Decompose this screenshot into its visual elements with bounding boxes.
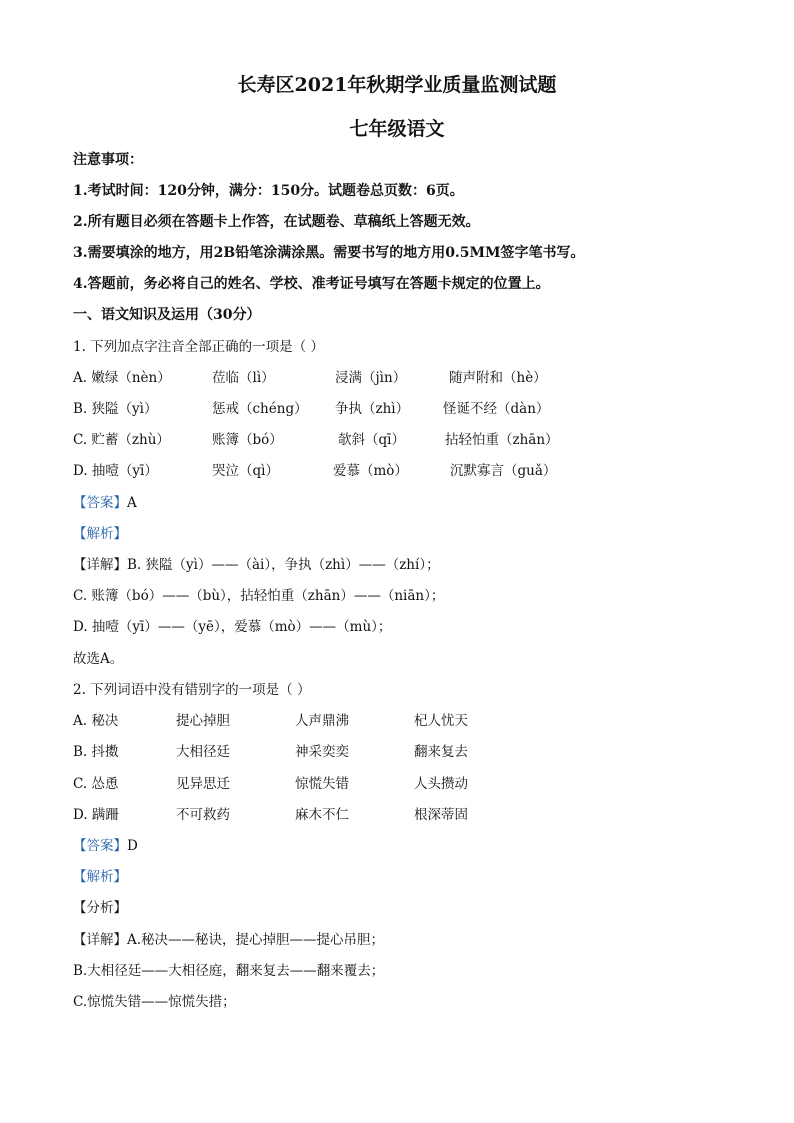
- option-cell: 神采奕奕: [295, 744, 349, 760]
- note-item: 4.答题前，务必将自己的姓名、学校、准考证号填写在答题卡规定的位置上。: [73, 276, 550, 292]
- option-cell: 惩戒（chéng）: [212, 401, 308, 417]
- option-cell: 见异思迁: [176, 776, 230, 792]
- answer-line: [73, 494, 137, 512]
- detail-tag: 【详解】: [73, 557, 127, 573]
- answer-line: [73, 837, 138, 855]
- question-stem: 2. 下列词语中没有错别字的一项是（ ）: [73, 682, 311, 698]
- question-stem: 1. 下列加点字注音全部正确的一项是（ ）: [73, 339, 324, 355]
- notes-heading: 注意事项：: [73, 152, 143, 168]
- detail-tag: 【详解】: [73, 932, 127, 948]
- detail-text: A.秘决——秘诀，提心掉胆——提心吊胆；: [127, 932, 385, 948]
- option-cell: 争执（zhì）: [335, 401, 410, 417]
- page-subtitle: 七年级语文: [349, 118, 445, 140]
- detail-line: C.惊慌失错——惊慌失措；: [73, 994, 236, 1010]
- answer-value: A: [127, 495, 137, 511]
- option-cell: 账簿（bó）: [212, 432, 283, 448]
- option-cell: C. 贮蓄（zhù）: [73, 432, 170, 448]
- option-cell: 人头攒动: [414, 776, 468, 792]
- option-cell: 惊慌失错: [295, 776, 349, 792]
- page-title: 长寿区2021年秋期学业质量监测试题: [237, 74, 557, 96]
- option-cell: A. 秘决: [73, 713, 119, 729]
- option-cell: 提心掉胆: [176, 713, 230, 729]
- detail-line: D. 抽噎（yī）——（yē），爱慕（mò）——（mù）；: [73, 619, 392, 635]
- option-cell: 随声附和（hè）: [449, 370, 547, 386]
- detail-line: 故选A。: [73, 651, 124, 667]
- option-cell: 翻来复去: [414, 744, 468, 760]
- option-cell: B. 狭隘（yì）: [73, 401, 158, 417]
- option-cell: 杞人忧天: [414, 713, 468, 729]
- detail-line: C. 账簿（bó）——（bù），拈轻怕重（zhān）——（niān）；: [73, 588, 445, 604]
- option-cell: 欹斜（qī）: [338, 432, 405, 448]
- option-cell: 不可救药: [176, 807, 230, 823]
- analysis-tag: 【解析】: [73, 869, 127, 885]
- note-item: 1.考试时间：120分钟，满分：150分。试题卷总页数：6页。: [73, 183, 464, 199]
- option-cell: 麻木不仁: [295, 807, 349, 823]
- option-cell: 爱慕（mò）: [333, 463, 408, 479]
- fenxi-tag: 【分析】: [73, 900, 127, 916]
- option-cell: 根深蒂固: [414, 807, 468, 823]
- note-item: 3.需要填涂的地方，用2B铅笔涂满涂黑。需要书写的地方用0.5MM签字笔书写。: [73, 245, 585, 261]
- option-cell: 浸满（jìn）: [335, 370, 407, 386]
- option-cell: 人声鼎沸: [295, 713, 349, 729]
- option-cell: 大相径廷: [176, 744, 230, 760]
- detail-text: B. 狭隘（yì）——（ài），争执（zhì）——（zhí）；: [127, 557, 440, 573]
- option-cell: B. 抖擞: [73, 744, 119, 760]
- answer-value: D: [127, 838, 138, 854]
- option-cell: C. 怂恿: [73, 776, 119, 792]
- analysis-tag: 【解析】: [73, 526, 127, 542]
- option-cell: A. 嫩绿（nèn）: [73, 370, 171, 386]
- note-item: 2.所有题目必须在答题卡上作答，在试题卷、草稿纸上答题无效。: [73, 214, 480, 230]
- answer-tag: 【答案】: [73, 495, 127, 511]
- detail-line: [73, 931, 384, 949]
- answer-tag: 【答案】: [73, 838, 127, 854]
- option-cell: 怪诞不经（dàn）: [443, 401, 550, 417]
- option-cell: 哭泣（qì）: [212, 463, 279, 479]
- detail-line: B.大相径廷——大相径庭，翻来复去——翻来覆去；: [73, 963, 385, 979]
- option-cell: 拈轻怕重（zhān）: [445, 432, 559, 448]
- detail-line: [73, 556, 440, 574]
- option-cell: D. 蹒跚: [73, 807, 119, 823]
- section-heading: 一、语文知识及运用（30分）: [73, 307, 261, 323]
- option-cell: 莅临（lì）: [212, 370, 275, 386]
- option-cell: 沉默寡言（guǎ）: [450, 463, 557, 479]
- option-cell: D. 抽噎（yī）: [73, 463, 158, 479]
